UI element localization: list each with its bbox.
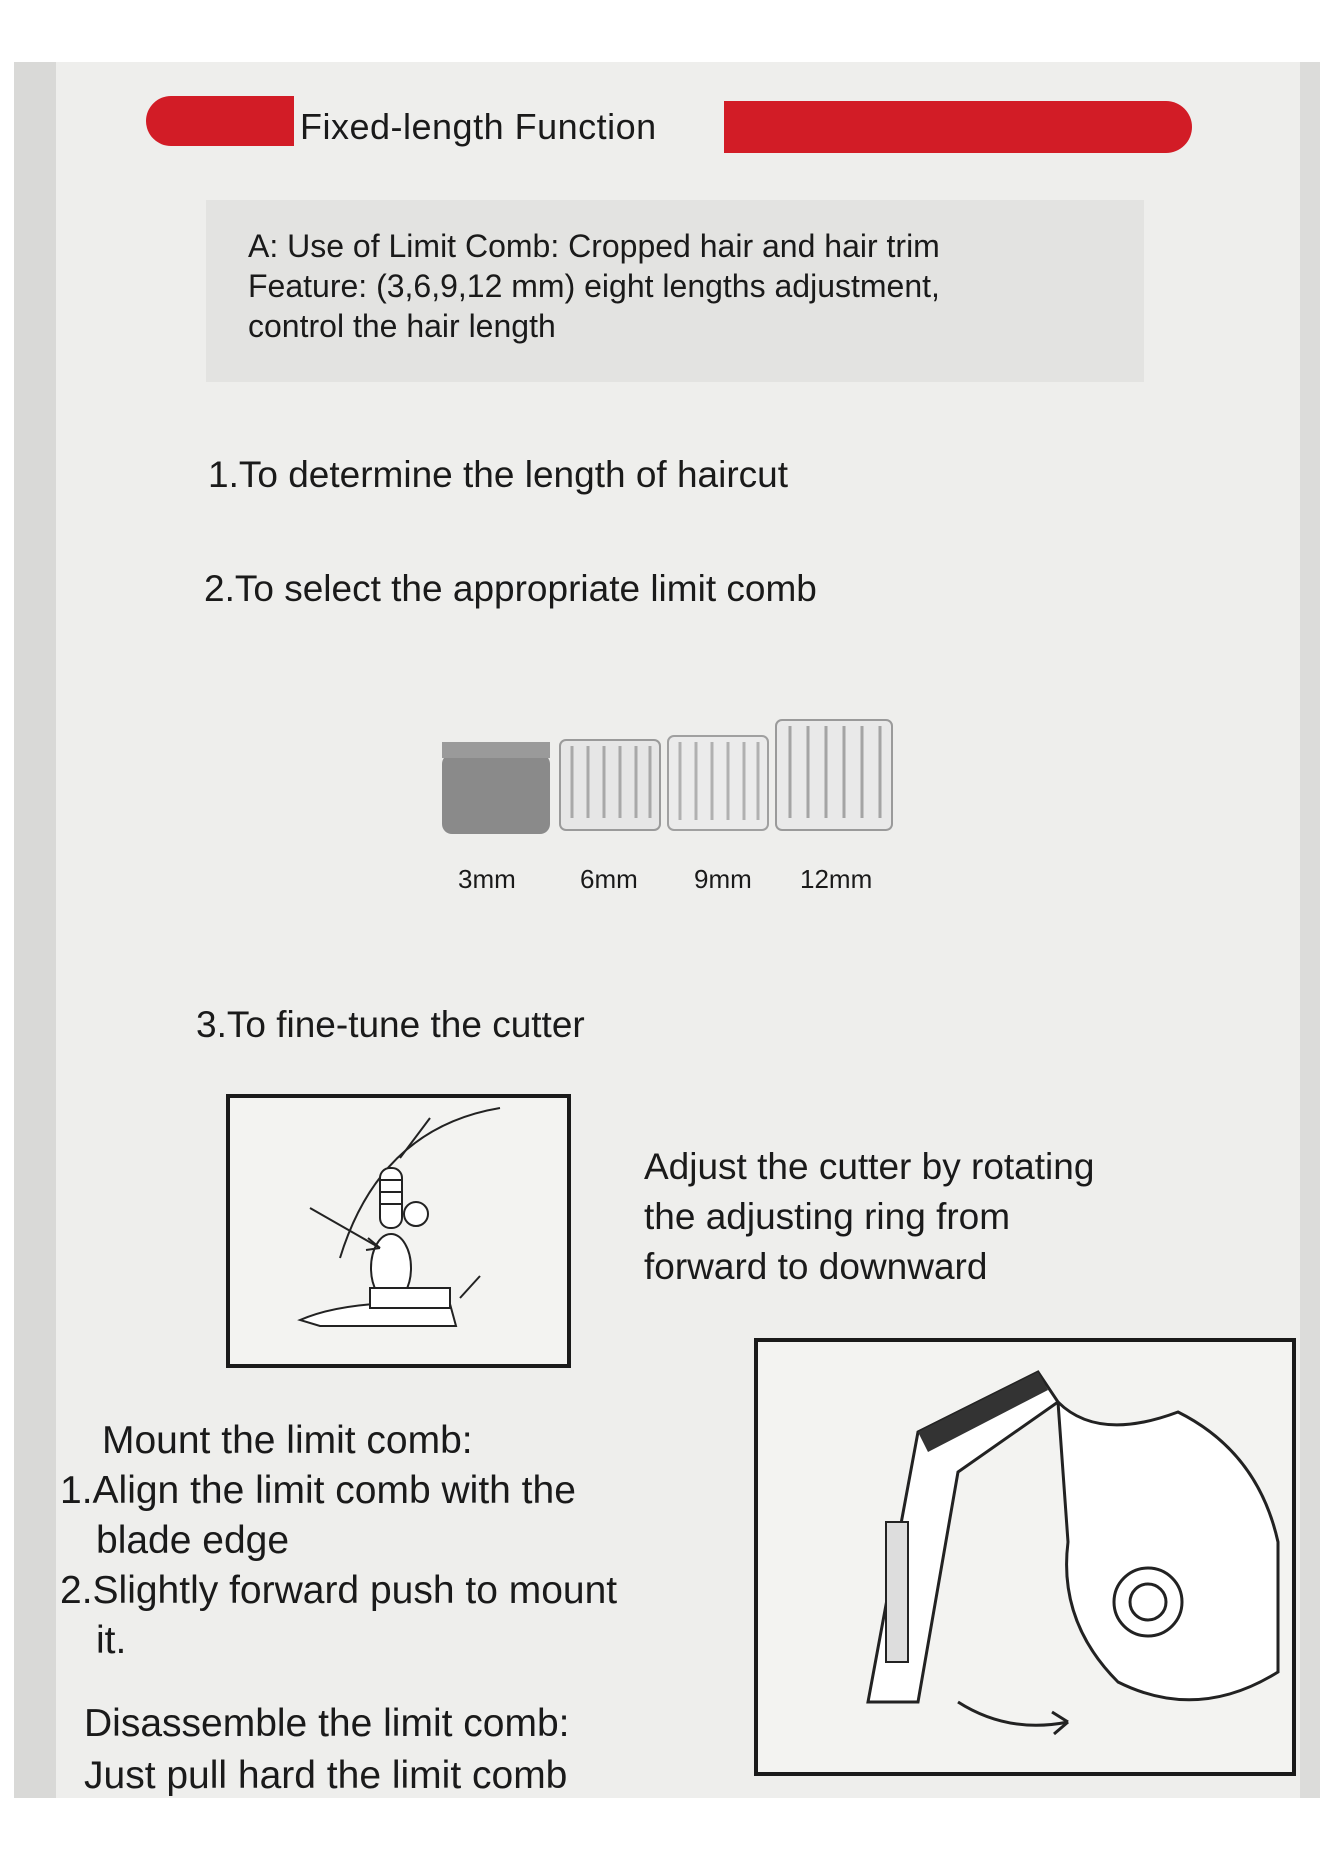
section-title: Fixed-length Function xyxy=(300,106,657,147)
title-bar-left xyxy=(146,96,294,146)
limit-combs-illustration xyxy=(438,714,904,840)
disassemble-section xyxy=(84,1698,569,1802)
page-edge-shadow-right xyxy=(1300,62,1320,1798)
comb-3mm-icon xyxy=(442,742,550,834)
intro-line: A: Use of Limit Comb: Cropped hair and hair trim xyxy=(248,228,940,264)
comb-length-label: 3mm xyxy=(458,864,516,894)
mount-steps xyxy=(60,1466,617,1666)
mount-step-cont: blade edge xyxy=(96,1519,290,1562)
page-edge-shadow xyxy=(14,62,56,1798)
mount-step: 1.Align the limit comb with the xyxy=(60,1469,576,1512)
step-determine-length: 1.To determine the length of haircut xyxy=(208,454,789,495)
step-fine-tune: 3.To fine-tune the cutter xyxy=(196,1004,585,1045)
adjust-line: forward to downward xyxy=(644,1246,988,1287)
cutter-adjust-figure xyxy=(226,1094,571,1368)
comb-12mm-icon xyxy=(776,720,892,830)
adjust-line: the adjusting ring from xyxy=(644,1196,1011,1237)
mount-step: 2.Slightly forward push to mount xyxy=(60,1569,618,1612)
clipper-mount-diagram xyxy=(758,1342,1292,1772)
step-select-comb: 2.To select the appropriate limit comb xyxy=(204,568,817,609)
comb-6mm-icon xyxy=(560,740,660,830)
comb-length-label: 6mm xyxy=(580,864,638,894)
intro-line: control the hair length xyxy=(248,308,556,344)
mount-comb-figure xyxy=(754,1338,1296,1776)
comb-length-label: 9mm xyxy=(694,864,752,894)
comb-length-label: 12mm xyxy=(800,864,873,894)
title-bar-right xyxy=(724,101,1192,153)
adjust-instructions xyxy=(644,1142,1094,1292)
intro-line: Feature: (3,6,9,12 mm) eight lengths adjustment, xyxy=(248,268,940,304)
mount-step-cont: it. xyxy=(96,1619,127,1662)
adjusting-ring-diagram xyxy=(230,1098,567,1364)
disassemble-text: Just pull hard the limit comb xyxy=(84,1754,568,1797)
disassemble-heading: Disassemble the limit comb: xyxy=(84,1702,570,1745)
intro-text xyxy=(248,226,940,346)
adjust-line: Adjust the cutter by rotating xyxy=(644,1146,1095,1187)
comb-9mm-icon xyxy=(668,736,768,830)
mount-heading: Mount the limit comb: xyxy=(102,1419,473,1462)
